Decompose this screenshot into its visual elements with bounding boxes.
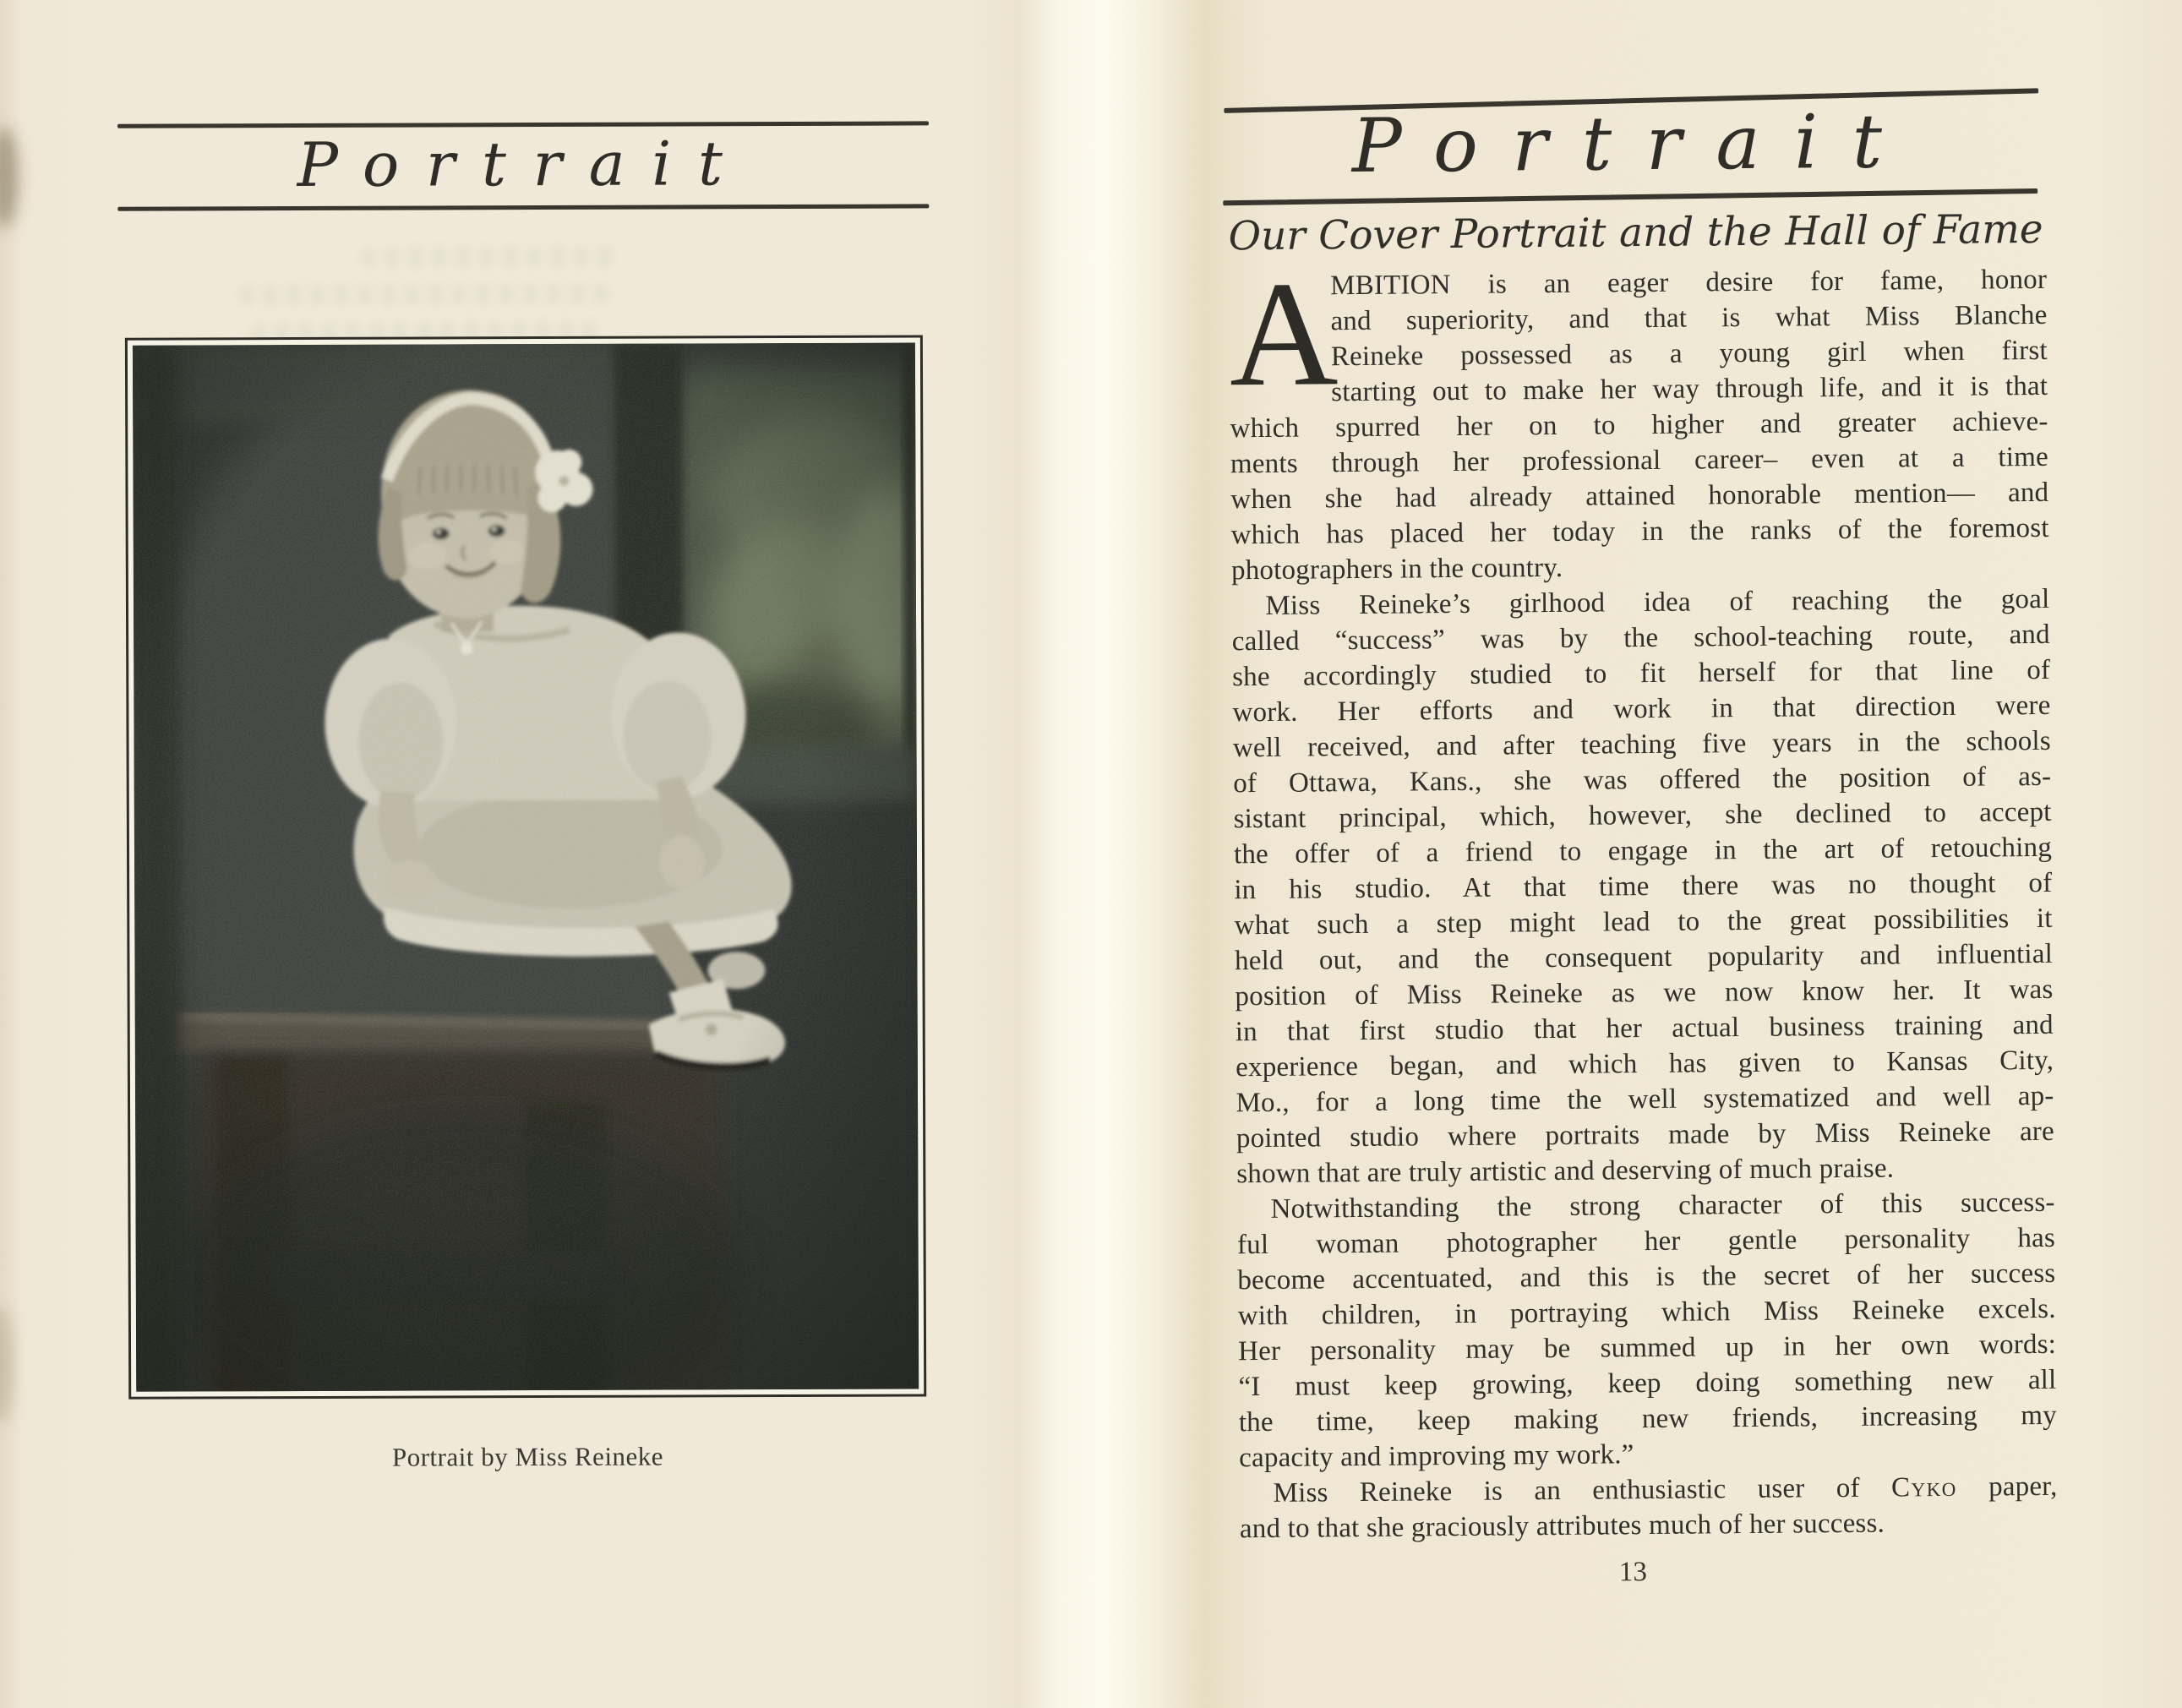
right-header-rule-bottom [1223, 188, 2037, 205]
body-line: “I must keep growing, keep doing something new all [1238, 1364, 2057, 1403]
body-line: MBITION is an eager desire for fame, honor [1329, 264, 2048, 302]
body-line: sistant principal, which, however, she declined to accept [1233, 796, 2052, 835]
body-line [1239, 1469, 2057, 1511]
body-line: become accentuated, and this is the secret of her success [1237, 1258, 2056, 1296]
body-line: Notwithstanding the strong character of this success- [1270, 1187, 2055, 1225]
body-line: Mo., for a long time the well systematized and well ap- [1236, 1080, 2054, 1119]
body-line: she accordingly studied to fit herself for that line of [1231, 654, 2051, 693]
body-line: what such a step might lead to the great possibilities it [1234, 903, 2053, 941]
body-line: in that first studio that her actual business training and [1235, 1009, 2054, 1048]
portrait-photo [133, 342, 919, 1391]
left-header-rule-bottom [117, 204, 929, 210]
body-line: the offer of a friend to engage in the art of retouching [1233, 832, 2053, 870]
paragraph-1 [1228, 249, 2049, 588]
body-line: Her personality may be summed up in her own words: [1237, 1329, 2057, 1367]
body-line: position of Miss Reineke as we now know her. It was [1235, 974, 2054, 1012]
right-page-title: Portrait [1351, 97, 1917, 190]
body-line: ments through her professional career– even at a time [1230, 441, 2049, 480]
body-line: held out, and the consequent popularity and influential [1234, 938, 2054, 977]
page-number: 13 [1618, 1557, 1648, 1588]
body-line: the time, keep making new friends, increasing my [1238, 1400, 2057, 1438]
body-line: experience began, and which has given to Kansas City, [1236, 1045, 2054, 1083]
body-line: in his studio. At that time there was no thought of [1234, 867, 2053, 906]
body-line: Reineke possessed as a young girl when first [1330, 335, 2048, 373]
paragraph-4 [1239, 1469, 2058, 1547]
paragraph-3 [1236, 1185, 2057, 1476]
show-through-smudge [361, 247, 614, 268]
body-line: photographers in the country. [1230, 552, 1563, 587]
paragraph-2 [1231, 581, 2054, 1192]
body-line: and superiority, and that is what Miss Blanche [1330, 299, 2048, 337]
body-line: capacity and improving my work.” [1239, 1439, 1634, 1474]
show-through-smudge [240, 284, 619, 306]
body-line: and to that she graciously attributes much of her success. [1239, 1508, 1885, 1545]
body-line: starting out to make her way through life, and it is that [1331, 370, 2048, 408]
left-page-title: Portrait [297, 128, 750, 201]
body-line: with children, in portraying which Miss Reineke excels. [1237, 1293, 2056, 1332]
body-line: shown that are truly artistic and deserving of much praise. [1236, 1153, 1895, 1190]
body-line: well received, and after teaching five years in the schools [1232, 725, 2052, 764]
body-line: pointed studio where portraits made by Miss Reineke are [1236, 1116, 2055, 1154]
body-line: called “success” was by the school-teaching route, and [1231, 619, 2050, 658]
article-body [1228, 249, 2058, 1547]
body-line: which spurred her on to higher and greater achieve- [1230, 406, 2048, 445]
drop-cap: A [1228, 249, 1339, 418]
body-line: which has placed her today in the ranks of the foremost [1230, 512, 2049, 551]
portrait-photo-frame [125, 335, 926, 1399]
right-page [1219, 0, 2080, 1708]
body-line-text: paper, [1956, 1471, 2058, 1503]
body-line: when she had already attained honorable mention— and [1230, 477, 2049, 516]
body-line-text: Miss Reineke is an enthusiastic user of [1273, 1472, 1892, 1509]
body-line: of Ottawa, Kans., she was offered the position of as- [1233, 761, 2052, 799]
body-line: Miss Reineke’s girlhood idea of reaching the goal [1265, 583, 2050, 621]
photo-caption: Portrait by Miss Reineke [391, 1441, 664, 1472]
article-title: Our Cover Portrait and the Hall of Fame [1228, 205, 2043, 260]
body-line: work. Her efforts and work in that direction were [1232, 690, 2051, 728]
body-line: ful woman photographer her gentle personality has [1236, 1222, 2056, 1261]
brand-name: Cyko [1890, 1471, 1957, 1503]
